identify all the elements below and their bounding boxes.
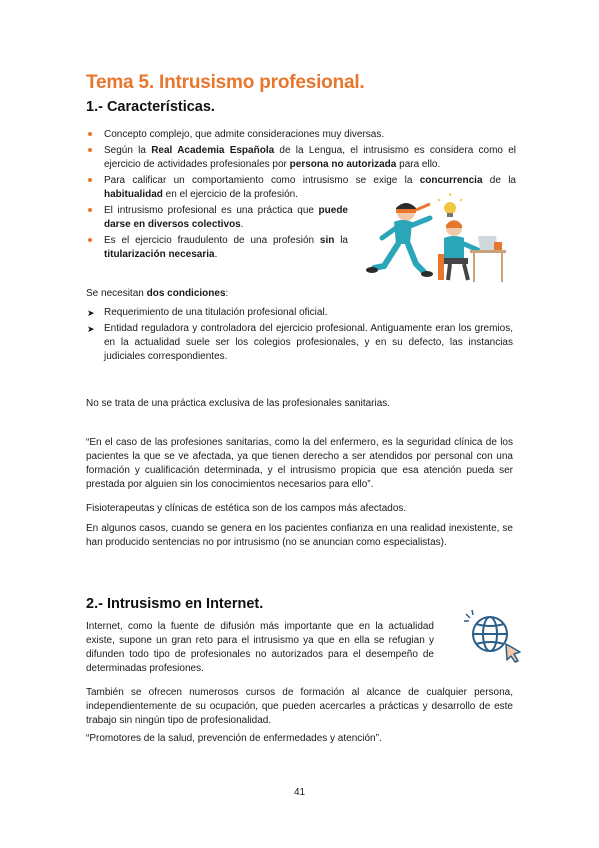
page-title: Tema 5. Intrusismo profesional.	[86, 72, 365, 93]
thief-figure	[366, 203, 433, 277]
list-item: Según la Real Academia Española de la Lengua, el intrusismo es considera como el ejercicio de actividades profesionales por persona no autorizada para ello.	[86, 144, 516, 172]
list-item: Para calificar un comportamiento como intrusismo se exige la concurrencia de la habitualidad en el ejercicio de la profesión.	[86, 174, 516, 202]
thief-stealing-idea-illustration	[358, 192, 508, 287]
promoters-quote: “Promotores de la salud, prevención de enfermedades y atención”.	[86, 733, 382, 744]
lightbulb-icon	[438, 193, 462, 217]
globe-cursor-icon	[462, 608, 524, 664]
list-item: ➤ Requerimiento de una titulación profesional oficial.	[86, 306, 513, 320]
desk	[470, 236, 506, 282]
not-exclusive-paragraph: No se trata de una práctica exclusiva de las profesionales sanitarias.	[86, 398, 391, 409]
list-item: Concepto complejo, que admite consideraciones muy diversas.	[86, 128, 516, 142]
list-item: ➤ Entidad reguladora y controladora del ejercicio profesional. Antiguamente eran los gremios, en la actualidad suele ser los colegios profesionales, y en su defecto, las instancias judiciales correspondientes.	[86, 322, 513, 364]
list-item: El intrusismo profesional es una práctica que puede darse en diversos colectivos.	[86, 204, 348, 232]
cases-paragraph: En algunos casos, cuando se genera en los pacientes confianza en una realidad inexistente, se han producido sentencias no por intrusismo (no se anuncian como especialistas).	[86, 523, 513, 548]
list-item: Es el ejercicio fraudulento de una profesión sin la titularización necesaria.	[86, 234, 348, 262]
affected-fields-paragraph: Fisioterapeutas y clínicas de estética son de los campos más afectados.	[86, 503, 407, 514]
section-1-heading: 1.- Características.	[86, 99, 215, 115]
characteristics-list	[86, 128, 516, 264]
courses-paragraph: También se ofrecen numerosos cursos de formación al alcance de cualquier persona, independientemente de su ocupación, que pueden acercarles a prácticas y desarrollo de este trabajo sin ningún tipo de profesionalidad.	[86, 687, 513, 726]
internet-paragraph: Internet, como la fuente de difusión más importante que en la actualidad existe, supone un gran reto para el intrusismo ya que en ella se refugian y difunden todo tipo de profesionales no autorizados para el desempeño de determinadas profesiones.	[86, 621, 434, 674]
section-2-heading: 2.- Intrusismo en Internet.	[86, 596, 264, 612]
quote-paragraph: “En el caso de las profesiones sanitarias, como la del enfermero, es la seguridad clínica de los pacientes la que se ve afectada, ya que tienen derecho a ser atendidos por personal con una formación y cualificación determinada, y el intrusismo propicia que esa atención pueda ser prestada por alguien sin los conocimientos necesarios para ello”.	[86, 437, 513, 490]
conditions-list	[86, 306, 513, 366]
page-number: 41	[293, 787, 306, 798]
conditions-intro: Se necesitan dos condiciones:	[86, 288, 229, 299]
